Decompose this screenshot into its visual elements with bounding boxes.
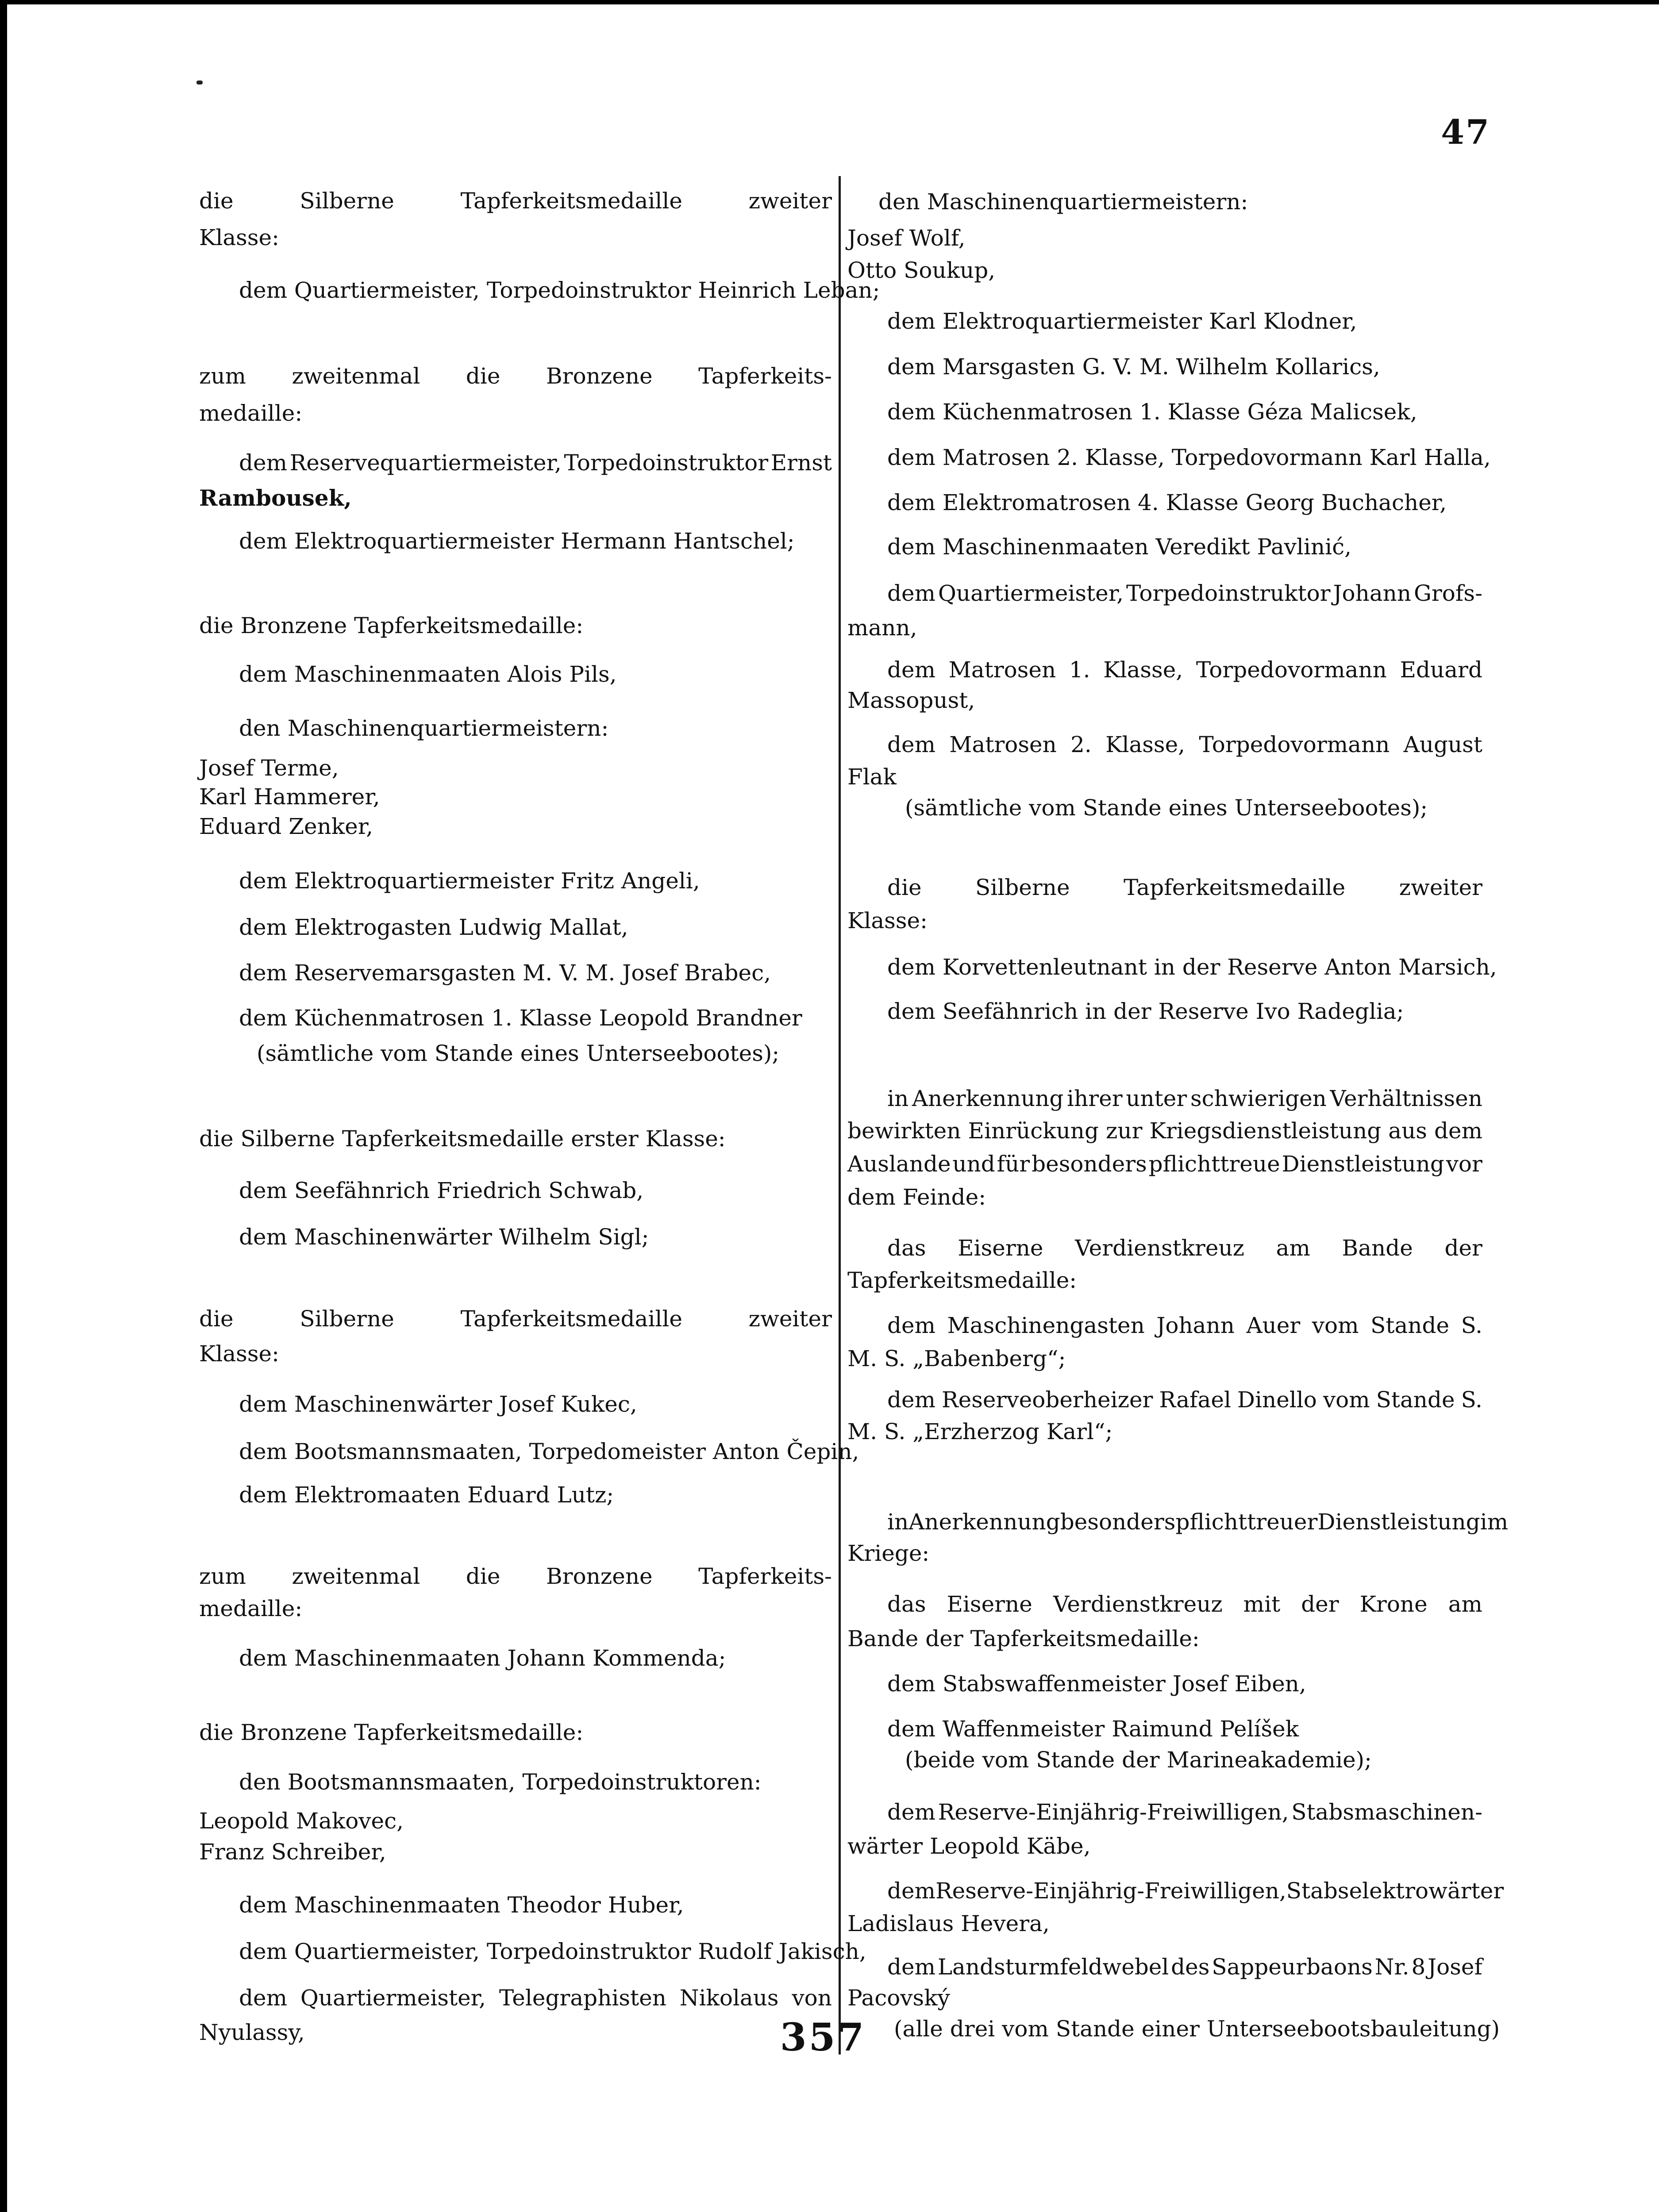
text-line: dem Reservemarsgasten M. V. M. Josef Brabec, xyxy=(239,960,771,986)
text-line: die Silberne Tapferkeitsmedaille erster Klasse: xyxy=(199,1126,726,1152)
text-line: Eduard Zenker, xyxy=(199,814,373,839)
column-divider xyxy=(839,176,841,2055)
text-line: Leopold Makovec, xyxy=(199,1808,404,1834)
text-line: die Bronzene Tapferkeitsmedaille: xyxy=(199,613,584,638)
text-line: Franz Schreiber, xyxy=(199,1839,386,1865)
word: Anerkennung xyxy=(912,1086,1064,1111)
text-line: Nyulassy, xyxy=(199,2020,305,2045)
word: für xyxy=(997,1151,1030,1177)
word: Grofs- xyxy=(1413,580,1482,606)
text-line: dem Stabswaffenmeister Josef Eiben, xyxy=(887,1671,1306,1697)
word: dem xyxy=(887,580,936,606)
text-line xyxy=(199,1303,832,1335)
text-line xyxy=(847,1148,1482,1180)
text-line: (beide vom Stande der Marineakademie); xyxy=(905,1747,1372,1773)
word: Reserve-Einjährig-Freiwilligen, xyxy=(935,1878,1286,1904)
text-line: dem Elektromatrosen 4. Klasse Georg Buchacher, xyxy=(887,490,1447,515)
text-line xyxy=(199,185,832,217)
word: Ernst xyxy=(770,450,832,476)
word: dem xyxy=(887,1387,936,1413)
word: unter xyxy=(1126,1086,1187,1111)
word: zweitenmal xyxy=(292,363,420,389)
text-line: Massopust, xyxy=(847,687,975,713)
word: die xyxy=(466,1563,500,1589)
word: Eiserne xyxy=(947,1591,1032,1617)
text-line: dem Maschinenmaaten Veredikt Pavlinić, xyxy=(887,534,1351,560)
text-line: Klasse: xyxy=(847,908,928,933)
folio-number: 357 xyxy=(780,2015,866,2060)
text-line: dem Marsgasten G. V. M. Wilhelm Kollarics, xyxy=(887,354,1380,380)
text-line: Bande der Tapferkeitsmedaille: xyxy=(847,1626,1200,1651)
text-line: dem Küchenmatrosen 1. Klasse Leopold Brandner xyxy=(239,1005,802,1031)
word: pflichttreue xyxy=(1148,1151,1280,1177)
word: S. xyxy=(1461,1387,1482,1413)
text-line: Otto Soukup, xyxy=(847,257,996,283)
word: Silberne xyxy=(300,188,394,214)
text-line xyxy=(887,1310,1482,1341)
word: Auer xyxy=(1246,1313,1301,1338)
text-line: dem Maschinenwärter Wilhelm Sigl; xyxy=(239,1224,649,1250)
word: Verdienstkreuz xyxy=(1075,1235,1245,1261)
scan-edge-left xyxy=(0,0,7,2212)
text-line: Ladislaus Hevera, xyxy=(847,1911,1050,1936)
word: bewirkten xyxy=(847,1118,961,1144)
word: Matrosen xyxy=(949,732,1057,757)
text-line xyxy=(887,1796,1482,1828)
word: das xyxy=(887,1235,926,1261)
ink-speck xyxy=(196,81,203,84)
text-line xyxy=(887,1951,1482,1983)
word: 8 xyxy=(1411,1954,1426,1980)
word: mit xyxy=(1243,1591,1281,1617)
text-line xyxy=(887,1875,1504,1907)
text-line xyxy=(887,1384,1482,1416)
text-line: (sämtliche vom Stande eines Unterseebootes); xyxy=(905,795,1428,821)
text-line: dem Elektromaaten Eduard Lutz; xyxy=(239,1482,614,1508)
word: Dienstleistung xyxy=(1282,1151,1444,1177)
word: Eiserne xyxy=(958,1235,1043,1261)
word: dem xyxy=(887,1878,936,1904)
word: Torpedoinstruktor xyxy=(564,450,769,476)
text-line xyxy=(199,360,832,392)
text-line: den Bootsmannsmaaten, Torpedoinstruktoren: xyxy=(239,1769,762,1795)
word: Tapferkeitsmedaille xyxy=(460,188,682,214)
word: und xyxy=(952,1151,995,1177)
page-number: 47 xyxy=(1441,112,1490,152)
word: dem xyxy=(887,732,936,757)
word: dem xyxy=(1434,1118,1482,1144)
text-line: dem Elektroquartiermeister Fritz Angeli, xyxy=(239,868,700,894)
text-line: Kriege: xyxy=(847,1540,930,1566)
word: Stabselektrowärter xyxy=(1286,1878,1504,1904)
word: Rafael xyxy=(1159,1387,1231,1413)
word: die xyxy=(887,875,922,900)
word: dem xyxy=(887,1799,936,1825)
word: Tapferkeitsmedaille xyxy=(460,1306,682,1332)
text-line: Rambousek, xyxy=(199,485,352,511)
text-line: dem Maschinenmaaten Theodor Huber, xyxy=(239,1892,684,1918)
text-line: medaille: xyxy=(199,400,303,426)
text-line: dem Elektroquartiermeister Karl Klodner, xyxy=(887,308,1357,334)
word: Nikolaus xyxy=(679,1985,779,2011)
word: die xyxy=(199,188,234,214)
word: Telegraphisten xyxy=(499,1985,666,2011)
scan-edge-top xyxy=(0,0,1659,4)
word: August xyxy=(1403,732,1482,757)
word: Stabsmaschinen- xyxy=(1291,1799,1482,1825)
word: Matrosen xyxy=(948,657,1056,683)
word: Verhältnissen xyxy=(1330,1086,1482,1111)
word: Sappeurbaons xyxy=(1212,1954,1373,1980)
word: 1. xyxy=(1069,657,1090,683)
word: Torpedoinstruktor xyxy=(1126,580,1331,606)
word: Klasse, xyxy=(1105,732,1186,757)
text-line: dem Bootsmannsmaaten, Torpedomeister Anton Čepin, xyxy=(239,1439,859,1464)
word: Krone xyxy=(1359,1591,1428,1617)
word: zur xyxy=(1106,1118,1143,1144)
text-line: dem Seefähnrich Friedrich Schwab, xyxy=(239,1178,644,1203)
word: Bronzene xyxy=(546,1563,653,1589)
word: Dinello xyxy=(1237,1387,1317,1413)
text-line: Josef Terme, xyxy=(199,755,339,781)
word: das xyxy=(887,1591,926,1617)
word: des xyxy=(1171,1954,1210,1980)
text-line: dem Elektrogasten Ludwig Mallat, xyxy=(239,914,628,940)
word: zweiter xyxy=(1399,875,1482,900)
word: besonders xyxy=(1060,1509,1176,1535)
word: Eduard xyxy=(1400,657,1482,683)
text-line: dem Quartiermeister, Torpedoinstruktor Heinrich Leban; xyxy=(239,277,880,303)
word: zum xyxy=(199,1563,246,1589)
word: Josef xyxy=(1428,1954,1482,1980)
text-line: Josef Wolf, xyxy=(847,225,966,251)
text-line: Klasse: xyxy=(199,225,279,250)
text-line: mann, xyxy=(847,615,917,641)
word: Anerkennung xyxy=(908,1509,1060,1535)
word: Stande xyxy=(1376,1387,1455,1413)
word: in xyxy=(887,1509,909,1535)
text-line: die Bronzene Tapferkeitsmedaille: xyxy=(199,1720,584,1745)
text-line: Karl Hammerer, xyxy=(199,784,380,810)
word: von xyxy=(792,1985,832,2011)
word: ihrer xyxy=(1067,1086,1123,1111)
word: Verdienstkreuz xyxy=(1053,1591,1223,1617)
word: vom xyxy=(1323,1387,1370,1413)
word: Quartiermeister, xyxy=(300,1985,486,2011)
word: in xyxy=(887,1086,909,1111)
text-line xyxy=(887,1588,1482,1620)
word: Tapferkeits- xyxy=(698,363,832,389)
word: aus xyxy=(1388,1118,1427,1144)
word: der xyxy=(1301,1591,1339,1617)
word: der xyxy=(1444,1235,1482,1261)
word: Reserveoberheizer xyxy=(942,1387,1153,1413)
word: vom xyxy=(1312,1313,1359,1338)
word: dem xyxy=(239,1985,288,2011)
word: Torpedovormann xyxy=(1196,657,1387,683)
word: Johann xyxy=(1156,1313,1235,1338)
text-line: (sämtliche vom Stande eines Unterseebootes); xyxy=(257,1041,780,1066)
text-line xyxy=(887,729,1482,760)
word: Dienstleistung xyxy=(1317,1509,1480,1535)
word: dem xyxy=(239,450,288,476)
word: Stande xyxy=(1370,1313,1450,1338)
word: Tapferkeitsmedaille xyxy=(1123,875,1346,900)
text-line: medaille: xyxy=(199,1596,303,1621)
text-line xyxy=(887,1232,1482,1264)
text-line xyxy=(887,577,1482,609)
text-line: dem Seefähnrich in der Reserve Ivo Radeglia; xyxy=(887,998,1404,1024)
word: zum xyxy=(199,363,246,389)
text-line: dem Feinde: xyxy=(847,1184,986,1210)
word: Quartiermeister, xyxy=(938,580,1124,606)
word: Silberne xyxy=(975,875,1070,900)
word: Einrückung xyxy=(968,1118,1099,1144)
word: zweiter xyxy=(748,1306,832,1332)
word: 2. xyxy=(1070,732,1092,757)
text-line: Flak xyxy=(847,764,897,790)
text-line xyxy=(847,1115,1482,1147)
text-line: (alle drei vom Stande einer Unterseebootsbauleitung) xyxy=(894,2016,1500,2042)
word: am xyxy=(1276,1235,1310,1261)
text-line xyxy=(239,1982,832,2014)
text-line: M. S. „Erzherzog Karl“; xyxy=(847,1419,1113,1444)
text-line: wärter Leopold Käbe, xyxy=(847,1833,1091,1859)
word: Tapferkeits- xyxy=(698,1563,832,1589)
text-line xyxy=(887,654,1482,686)
word: die xyxy=(199,1306,234,1332)
word: die xyxy=(466,363,500,389)
word: zweiter xyxy=(748,188,832,214)
text-line: dem Elektroquartiermeister Hermann Hantschel; xyxy=(239,528,795,554)
word: schwierigen xyxy=(1190,1086,1327,1111)
word: dem xyxy=(887,1954,936,1980)
word: vor xyxy=(1446,1151,1482,1177)
word: Nr. xyxy=(1374,1954,1409,1980)
text-line xyxy=(199,1560,832,1592)
word: besonders xyxy=(1032,1151,1147,1177)
text-line: Klasse: xyxy=(199,1341,279,1367)
word: Bronzene xyxy=(546,363,653,389)
word: Klasse, xyxy=(1103,657,1183,683)
word: dem xyxy=(887,657,936,683)
word: dem xyxy=(887,1313,936,1338)
word: im xyxy=(1480,1509,1509,1535)
text-line: dem Matrosen 2. Klasse, Torpedovormann Karl Halla, xyxy=(887,445,1491,470)
word: Auslande xyxy=(847,1151,951,1177)
text-line: dem Waffenmeister Raimund Pelíšek xyxy=(887,1716,1299,1742)
word: Reservequartiermeister, xyxy=(289,450,562,476)
word: zweitenmal xyxy=(292,1563,420,1589)
text-line xyxy=(887,872,1482,903)
text-line: dem Quartiermeister, Torpedoinstruktor Rudolf Jakisch, xyxy=(239,1939,866,1964)
word: pflichttreuer xyxy=(1175,1509,1318,1535)
text-line: dem Maschinenmaaten Alois Pils, xyxy=(239,661,617,687)
text-line: dem Maschinenmaaten Johann Kommenda; xyxy=(239,1645,726,1671)
word: Johann xyxy=(1333,580,1412,606)
text-line: Pacovský xyxy=(847,1985,950,2011)
word: Torpedovormann xyxy=(1199,732,1390,757)
text-line: M. S. „Babenberg“; xyxy=(847,1346,1066,1371)
text-line: Tapferkeitsmedaille: xyxy=(847,1267,1077,1293)
text-line xyxy=(887,1083,1482,1114)
word: Maschinengasten xyxy=(947,1313,1145,1338)
text-line: dem Küchenmatrosen 1. Klasse Géza Malicsek, xyxy=(887,399,1417,425)
text-line xyxy=(887,1506,1509,1538)
word: am xyxy=(1448,1591,1482,1617)
text-line xyxy=(239,447,832,479)
word: S. xyxy=(1461,1313,1482,1338)
word: Silberne xyxy=(300,1306,394,1332)
text-line: dem Maschinenwärter Josef Kukec, xyxy=(239,1391,637,1417)
word: Landsturmfeldwebel xyxy=(937,1954,1169,1980)
word: Bande xyxy=(1342,1235,1413,1261)
word: Kriegsdienstleistung xyxy=(1149,1118,1382,1144)
text-line: den Maschinenquartiermeistern: xyxy=(239,715,609,741)
text-line: den Maschinenquartiermeistern: xyxy=(878,189,1248,215)
text-line: dem Korvettenleutnant in der Reserve Anton Marsich, xyxy=(887,954,1497,980)
word: Reserve-Einjährig-Freiwilligen, xyxy=(938,1799,1289,1825)
